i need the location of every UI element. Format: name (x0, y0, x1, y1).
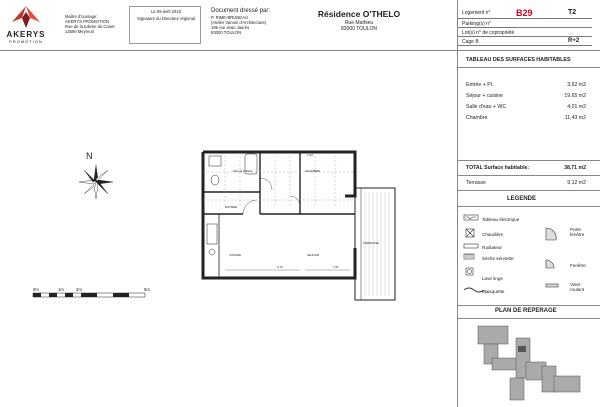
room-label-bathroom: SALLE D'EAU (233, 169, 253, 173)
copro-label: Lot(s) n° de copropriété (462, 30, 515, 36)
owner-title: Maître d'ouvrage: (65, 14, 98, 19)
repere-rule (458, 305, 600, 306)
signature-date: Le 09 avril 2015 (151, 9, 181, 14)
surfaces-title: TABLEAU DES SURFACES HABITABLES (466, 57, 571, 63)
signature-box (129, 6, 201, 44)
scale-label: 5m (144, 287, 150, 292)
parking-label: Parking(s) n° (462, 21, 491, 27)
legend-title-rule (458, 206, 600, 207)
total-row (466, 165, 590, 173)
surface-value: 11,43 m2 (564, 115, 586, 121)
terrace-rule (458, 190, 600, 191)
surface-label: Entrée + Pl. (466, 82, 494, 88)
akerys-logo-mark (4, 4, 48, 30)
surface-value: 19,65 m2 (564, 93, 586, 99)
scale-label: 0m (33, 287, 39, 292)
legend-title: LEGENDE (507, 196, 537, 202)
surface-row (466, 115, 590, 123)
header-divider (0, 50, 600, 51)
document-address-line2: 83000 TOULON (211, 30, 242, 35)
legend-item-washing-machine: Lave linge (482, 276, 503, 281)
residence-city: 83000 TOULON (341, 26, 377, 32)
legend-item-electric-panel: Tableau électrique (482, 217, 520, 222)
document-author-firm: (Atelier Vanoni d'Architecture) (211, 20, 267, 25)
location-highlight (518, 346, 526, 352)
logement-label: Logement n° (462, 10, 491, 16)
legend-item-roller-shutter: Volet roulant (570, 282, 585, 292)
total-rule-top (458, 160, 600, 161)
owner-address-line2: 13590 Meyreuil (65, 29, 94, 34)
location-plan (470, 322, 590, 402)
terrace-value: 9,12 m2 (567, 180, 586, 186)
surface-value: 4,01 m2 (567, 104, 586, 110)
scale-label: 2m (76, 287, 82, 292)
floor-plan (195, 148, 415, 308)
legend-item-maisquette: Maisquette (482, 289, 505, 294)
dimension-label: 7.57 (333, 265, 339, 269)
legend-item-french-window: Porte fenêtre (570, 227, 585, 237)
document-block (211, 8, 291, 35)
cage-row (458, 37, 592, 46)
repere-title: PLAN DE REPERAGE (495, 308, 557, 314)
logement-number: B29 (516, 8, 533, 18)
dimension-label: 1.94 (307, 153, 313, 157)
repere-title-rule (458, 318, 600, 319)
room-label-terrace: TERRASSE (363, 241, 380, 245)
document-title: Document dressé par: (211, 8, 271, 14)
residence-street: Rue Mathieu (344, 20, 374, 26)
surface-label: Chambre (466, 115, 488, 121)
legend-item-radiator: Radiateur (482, 245, 502, 250)
room-label-living: SEJOUR (307, 253, 320, 257)
radiator-icon (464, 244, 478, 248)
cage-label: Cage B (462, 39, 479, 45)
scale-bar (33, 293, 153, 301)
logo-subtext: PROMOTION (9, 39, 43, 44)
compass-label: N (86, 151, 93, 161)
akerys-logo (4, 4, 48, 44)
total-value: 38,71 m2 (564, 165, 586, 171)
compass-rose-icon (79, 165, 113, 199)
owner-block (65, 14, 125, 34)
surface-label: Séjour + cuisine (466, 93, 504, 99)
roller-shutter-icon (546, 284, 558, 287)
dimension-label: 6.73 (277, 265, 283, 269)
surface-label: Salle d'eau + WC (466, 104, 507, 110)
level-value: R+2 (568, 38, 580, 44)
logement-type: T2 (568, 9, 577, 16)
surfaces-title-rule (458, 67, 600, 68)
maisquette-icon (464, 288, 484, 292)
french-window-icon (546, 228, 556, 240)
surface-row (466, 104, 590, 112)
window-icon (546, 260, 554, 268)
room-label-kitchen: CUISINE (229, 253, 242, 257)
room-label-entry: ENTREE (225, 205, 238, 209)
sidebar-divider (457, 0, 458, 407)
document-author: P. RIME-BRUNEAU (211, 15, 248, 20)
room-label-bedroom: CHAMBRE (305, 169, 321, 173)
legend-item-towel-dryer: Sèche serviette (482, 256, 514, 261)
total-label: TOTAL Surface habitable: (466, 165, 530, 171)
terrace-label: Terrasse (466, 180, 486, 186)
owner-name: AKERYS PROMOTION (65, 19, 109, 24)
surface-value: 3,62 m2 (567, 82, 586, 88)
owner-address-line1: Rue de la tuilerie du Canet (65, 24, 115, 29)
surface-row (466, 82, 590, 90)
copro-row (458, 28, 592, 37)
parking-row (458, 19, 592, 28)
legend-item-window: Fenêtre (570, 263, 586, 268)
scale-label: 1m (58, 287, 64, 292)
electric-panel-icon (464, 215, 478, 220)
legend-item-boiler: Chaudière (482, 232, 504, 237)
residence-name: Résidence O'THELO (317, 9, 401, 19)
residence-block (300, 9, 418, 32)
document-address-line1: 195 rue Jean Jaurès (211, 25, 250, 30)
total-rule-bottom (458, 175, 600, 176)
surface-row (466, 93, 590, 101)
washing-machine-icon (466, 268, 473, 275)
terrace-row (466, 180, 590, 188)
logement-row (458, 8, 592, 19)
logo-text: AKERYS (6, 30, 46, 39)
signature-label: Signature du Directeur régional (137, 16, 195, 21)
